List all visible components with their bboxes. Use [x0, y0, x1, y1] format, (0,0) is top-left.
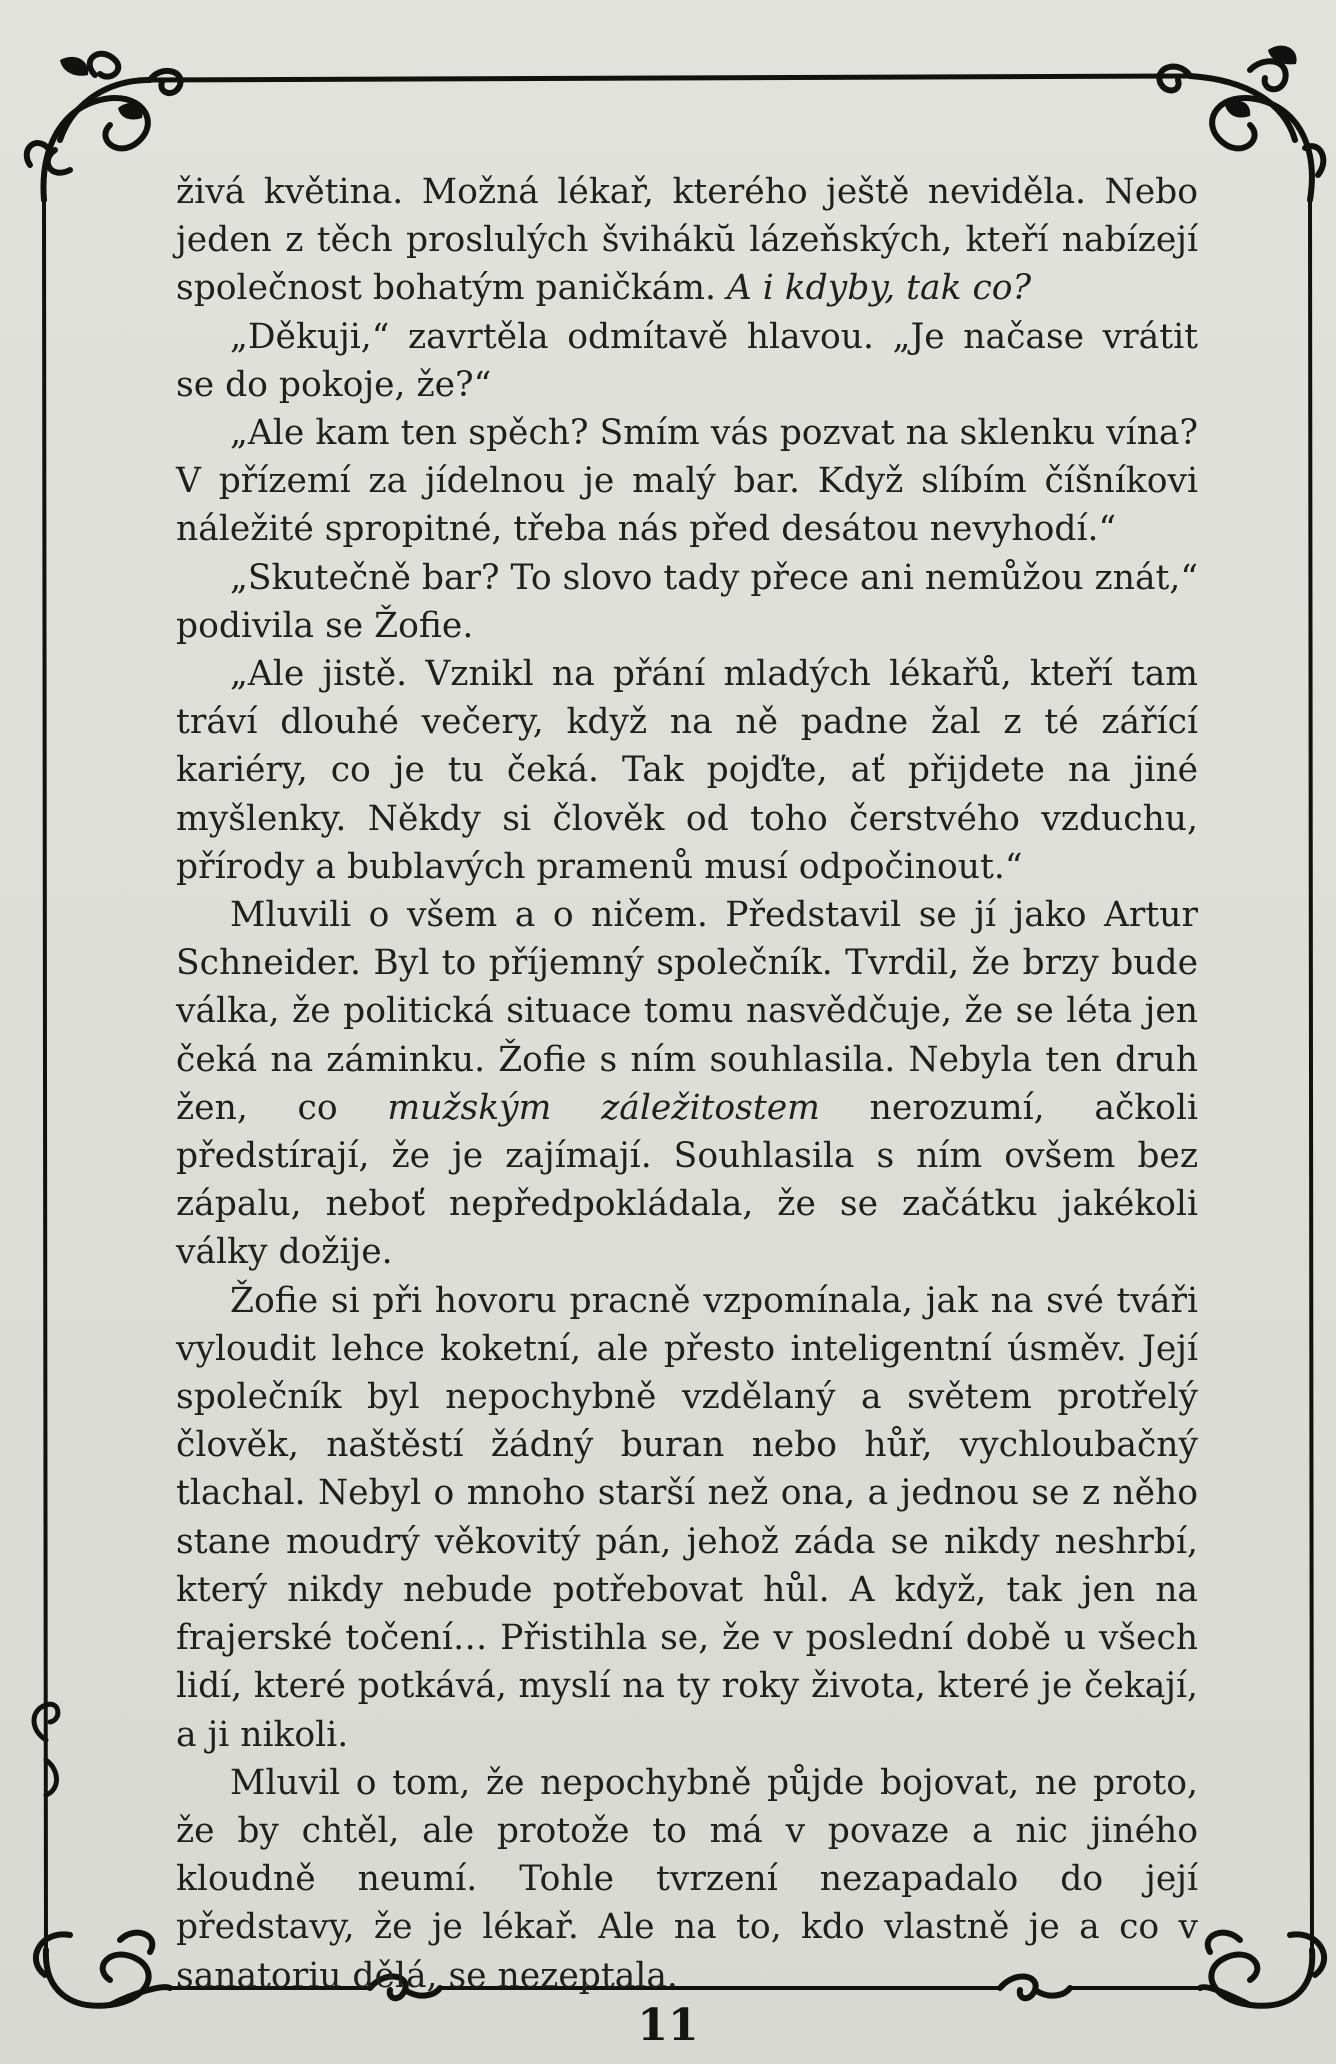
- page-number: 11: [637, 2000, 699, 2051]
- paragraph-6: Mluvili o všem a o ničem. Představil se jí jako Artur Schneider. Byl to příjemný společník. Tvrdil, že brzy bude válka, že politická situace tomu nasvědčuje, že se léta jen čeká na záminku. Žofie s ním souhlasila. Nebyla ten druh žen, co mužským záležitostem nerozumí, ačkoli předstírají, že je zajímají. Souhlasila s ním ovšem bez zápalu, neboť nepředpokládala, že se začátku jakékoli války dožije.: [176, 895, 1199, 1273]
- corner-ornament-top-left: [27, 54, 181, 200]
- frame-top-line: [150, 76, 1190, 80]
- paragraph-3: „Ale kam ten spěch? Smím vás pozvat na sklenku vína? V přízemí za jídelnou je malý bar. Když slíbím číšníkovi náležité spropitné, třeba nás před desátou nevyhodí.“: [176, 413, 1198, 550]
- paragraph-8: Mluvil o tom, že nepochybně půjde bojovat, ne proto, že by chtěl, ale protože to má v povaze a nic jiného kloudně neumí. Tohle tvrzení nezapadalo do její představy, že je lékař. Ale na to, kdo vlastně je a co v sanatoriu dělá, se nezeptala.: [176, 1762, 1198, 1996]
- frame-right-line: [1310, 200, 1312, 1950]
- paragraph-1: živá květina. Možná lékař, kterého ještě neviděla. Nebo jeden z těch proslulých švihákŭ lázeňských, kteří nabízejí společnost bohatým paničkám. A i kdyby, tak co?: [176, 172, 1198, 309]
- paragraph-7: Žofie si při hovoru pracně vzpomínala, jak na své tváři vyloudit lehce koketní, ale přesto inteligentní úsměv. Její společník byl nepochybně vzdělaný a světem protřelý člověk, naštěstí žádný buran nebo hůř, vychloubačný tlachal. Nebyl o mnoho starší než ona, a jednou se z něho stane moudrý věkovitý pán, jehož záda se nikdy neshrbí, který nikdy nebude potřebovat hůl. A když, tak jen na frajerské točení… Přistihla se, že v poslední době u všech lidí, které potkává, myslí na ty roky života, které je čekají, a ji nikoli.: [176, 1280, 1198, 1755]
- italic-phrase: mužským záležitostem: [387, 1087, 820, 1128]
- paragraph-5: „Ale jistě. Vznikl na přání mladých lékařů, kteří tam tráví dlouhé večery, když na ně padne žal z té zářící kariéry, co je tu čeká. Tak pojďte, ať přijdete na jiné myšlenky. Někdy si člověk od toho čerstvého vzduchu, přírody a bublavých pramenů musí odpočinout.“: [176, 654, 1198, 887]
- paragraph-4: „Skutečně bar? To slovo tady přece ani nemůžou znát,“ podivila se Žofie.: [176, 557, 1198, 646]
- frame-left-line: [44, 200, 46, 1950]
- body-text: [176, 168, 1198, 2000]
- paragraph-2: „Děkuji,“ zavrtěla odmítavě hlavou. „Je načase vrátit se do pokoje, že?“: [176, 316, 1198, 405]
- italic-phrase: A i kdyby, tak co?: [726, 268, 1032, 309]
